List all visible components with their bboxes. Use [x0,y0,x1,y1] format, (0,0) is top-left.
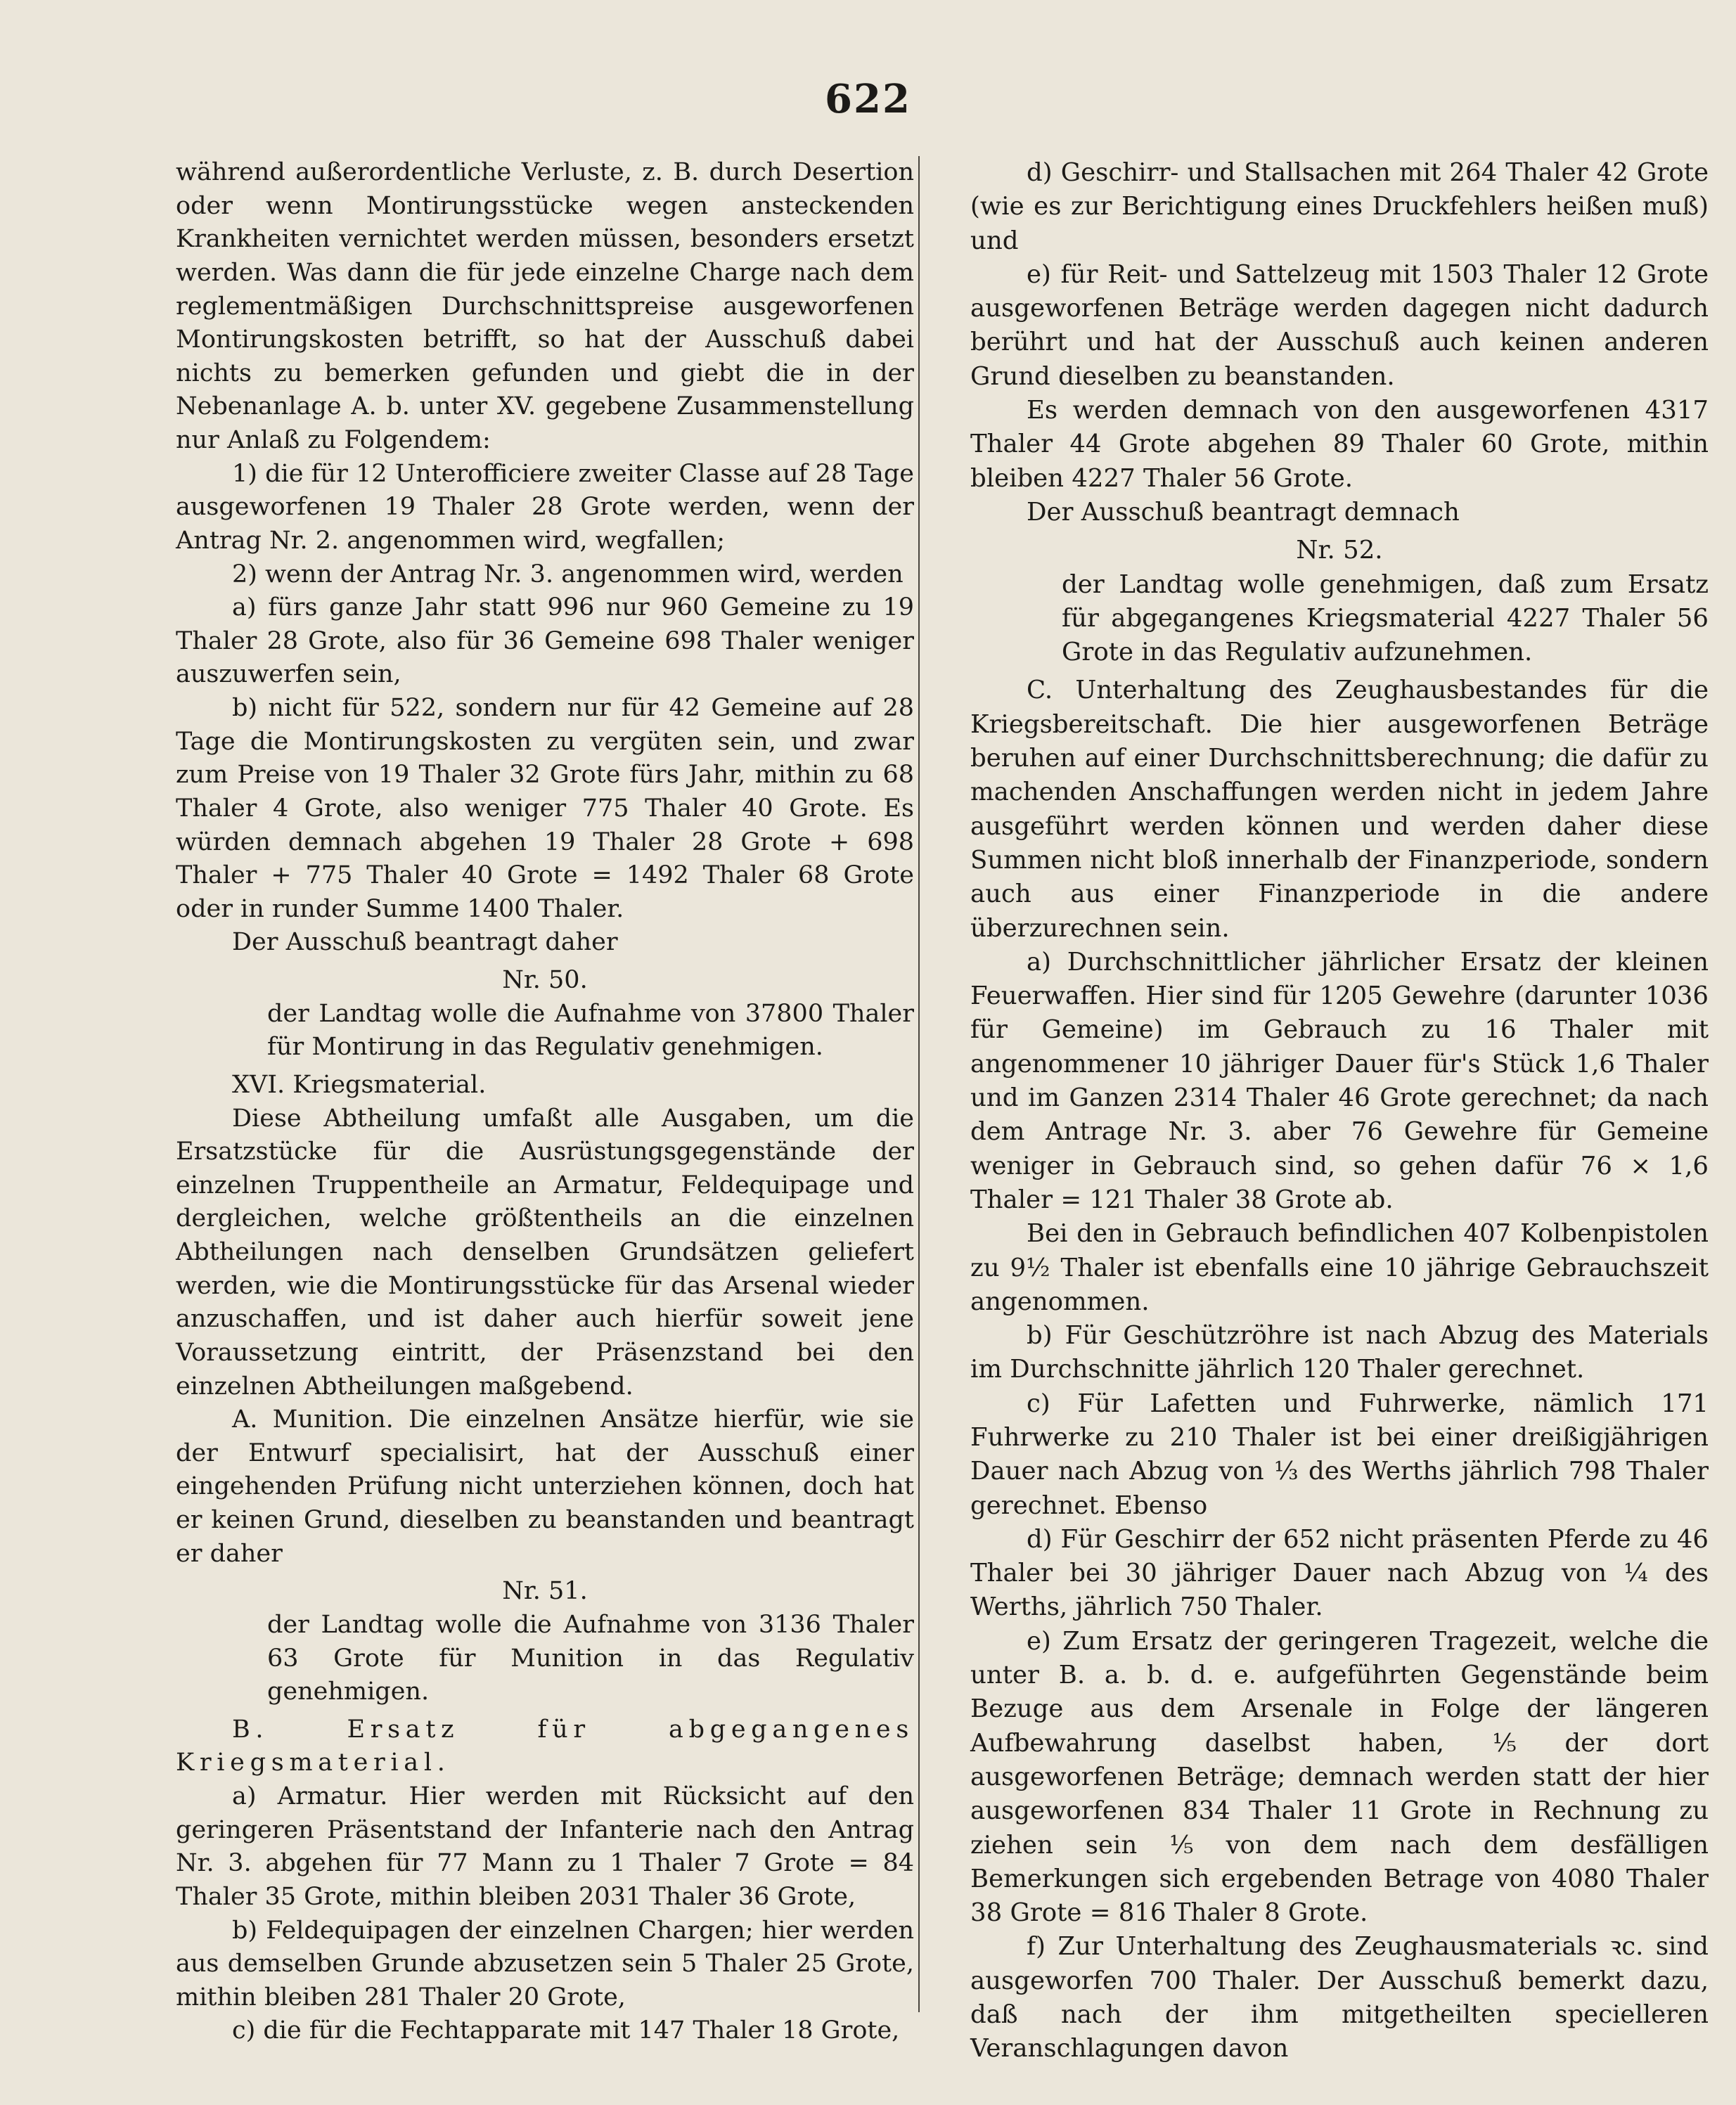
paragraph: Der Ausschuß beantragt daher [232,928,618,957]
list-item: d) Geschirr- und Stallsachen mit 264 Thaler 42 Grote (wie es zur Berichtigung eines Druckfehlers heißen muß) und [970,158,1709,255]
resolution-number: Nr. 51. [502,1577,588,1606]
paragraph: A. Munition. Die einzelnen Ansätze hierfür, wie sie der Entwurf specialisirt, hat der Ausschuß einer eingehenden Prüfung nicht unterziehen können, doch hat er keinen Grund, dieselben zu beanstanden und beantragt er daher [176,1405,914,1568]
paragraph: Diese Abtheilung umfaßt alle Ausgaben, um die Ersatzstücke für die Ausrüstungsgegenstände der einzelnen Truppentheile an Armatur, Feldequipage und dergleichen, welche größtentheils an die einzelnen Abtheilungen nach denselben Grundsätzen geliefert werden, wie die Montirungsstücke für das Arsenal wieder anzuschaffen, und ist daher auch hierfür soweit jene Voraussetzung eintritt, der Präsenzstand bei den einzelnen Abtheilungen maßgebend. [176,1104,914,1401]
list-item: a) Durchschnittlicher jährlicher Ersatz der kleinen Feuerwaffen. Hier sind für 1205 Gewehre (darunter 1036 für Gemeine) im Gebrauch zu 16 Thaler mit angenommener 10 jähriger Dauer für's Stück 1,6 Thaler und im Ganzen 2314 Thaler 46 Grote gerechnet; da nach dem Antrage Nr. 3. aber 76 Gewehre für Gemeine weniger in Gebrauch sind, so gehen dafür 76 × 1,6 Thaler = 121 Thaler 38 Grote ab. [970,947,1709,1214]
subsection-heading: B. Ersatz für abgegangenes Kriegsmaterial. [176,1715,914,1777]
list-item: c) die für die Fechtapparate mit 147 Thaler 18 Grote, [232,2016,900,2045]
list-item: 2) wenn der Antrag Nr. 3. angenommen wird, werden [232,560,904,588]
list-item: b) Feldequipagen der einzelnen Chargen; hier werden aus demselben Grunde abzusetzen sein 5 Thaler 25 Grote, mithin bleiben 281 Thaler 20 Grote, [176,1916,914,2011]
list-item: d) Für Geschirr der 652 nicht präsenten Pferde zu 46 Thaler bei 30 jähriger Dauer nach Abzug von ¼ des Werths, jährlich 750 Thaler. [970,1524,1709,1622]
paragraph: Der Ausschuß beantragt demnach [1027,497,1460,527]
right-column [970,156,1709,2066]
list-item: 1) die für 12 Unterofficiere zweiter Classe auf 28 Tage ausgeworfenen 19 Thaler 28 Grote werden, wenn der Antrag Nr. 2. angenommen wird, wegfallen; [176,459,914,555]
resolution-number: Nr. 52. [1296,536,1383,565]
list-item: b) Für Geschützröhre ist nach Abzug des Materials im Durchschnitte jährlich 120 Thaler gerechnet. [970,1321,1709,1384]
list-item: e) für Reit- und Sattelzeug mit 1503 Thaler 12 Grote ausgeworfenen Beträge werden dagegen nicht dadurch berührt und hat der Ausschuß auch keinen anderen Grund dieselben zu beanstanden. [970,259,1709,391]
paragraph: Bei den in Gebrauch befindlichen 407 Kolbenpistolen zu 9½ Thaler ist ebenfalls eine 10 jährige Gebrauchszeit angenommen. [970,1219,1709,1316]
paragraph: während außerordentliche Verluste, z. B. durch Desertion oder wenn Montirungsstücke wegen ansteckenden Krankheiten vernichtet werden müssen, besonders ersetzt werden. Was dann die für jede einzelne Charge nach dem reglementmäßigen Durchschnittspreise ausgeworfenen Montirungskosten betrifft, so hat der Ausschuß dabei nichts zu bemerken gefunden und giebt die in der Nebenanlage A. b. unter XV. gegebene Zusammenstellung nur Anlaß zu Folgendem: [176,158,914,454]
list-item: a) fürs ganze Jahr statt 996 nur 960 Gemeine zu 19 Thaler 28 Grote, also für 36 Gemeine 698 Thaler weniger auszuwerfen sein, [176,593,914,689]
list-item: b) nicht für 522, sondern nur für 42 Gemeine auf 28 Tage die Montirungskosten zu vergüten sein, und zwar zum Preise von 19 Thaler 32 Grote fürs Jahr, mithin zu 68 Thaler 4 Grote, also weniger 775 Thaler 40 Grote. Es würden demnach abgehen 19 Thaler 28 Grote + 698 Thaler + 775 Thaler 40 Grote = 1492 Thaler 68 Grote oder in runder Summe 1400 Thaler. [176,694,914,923]
list-item: c) Für Lafetten und Fuhrwerke, nämlich 171 Fuhrwerke zu 210 Thaler ist bei einer dreißigjährigen Dauer nach Abzug von ⅓ des Werths jährlich 798 Thaler gerechnet. Ebenso [970,1389,1709,1520]
list-item: f) Zur Unterhaltung des Zeughausmaterials ꝛc. sind ausgeworfen 700 Thaler. Der Ausschuß bemerkt dazu, daß nach der ihm mitgetheilten specielleren Veranschlagungen davon [970,1932,1709,2064]
resolution-text: der Landtag wolle die Aufnahme von 3136 Thaler 63 Grote für Munition in das Regulativ genehmigen. [267,1610,914,1706]
list-item: e) Zum Ersatz der geringeren Tragezeit, welche die unter B. a. b. d. e. aufgeführten Gegenstände beim Bezuge aus dem Arsenale in Folge der längeren Aufbewahrung daselbst haben, ⅕ der dort ausgeworfenen Beträge; demnach werden statt der hier ausgeworfenen 834 Thaler 11 Grote in Rechnung zu ziehen sein ⅕ von dem nach dem desfälligen Bemerkungen sich ergebenden Betrage von 4080 Thaler 38 Grote = 816 Thaler 8 Grote. [970,1626,1709,1928]
section-heading: XVI. Kriegsmaterial. [232,1070,487,1099]
page-number: 622 [825,76,911,122]
subsection-paragraph: C. Unterhaltung des Zeughausbestandes für die Kriegsbereitschaft. Die hier ausgeworfenen Beträge beruhen auf einer Durchschnittsberechnung; die dafür zu machenden Anschaffungen werden nicht in jedem Jahre ausgeführt werden können und werden daher diese Summen nicht bloß innerhalb der Finanzperiode, sondern auch aus einer Finanzperiode in die andere überzurechnen sein. [970,676,1709,943]
resolution-text: der Landtag wolle die Aufnahme von 37800 Thaler für Montirung in das Regulativ genehmigen. [267,999,914,1062]
left-column [176,156,914,2048]
resolution-number: Nr. 50. [502,966,588,994]
resolution-text: der Landtag wolle genehmigen, daß zum Ersatz für abgegangenes Kriegsmaterial 4227 Thaler 56 Grote in das Regulativ aufzunehmen. [1062,569,1709,667]
list-item: a) Armatur. Hier werden mit Rücksicht auf den geringeren Präsentstand der Infanterie nach den Antrag Nr. 3. abgehen für 77 Mann zu 1 Thaler 7 Grote = 84 Thaler 35 Grote, mithin bleiben 2031 Thaler 36 Grote, [176,1782,914,1911]
paragraph: Es werden demnach von den ausgeworfenen 4317 Thaler 44 Grote abgehen 89 Thaler 60 Grote, mithin bleiben 4227 Thaler 56 Grote. [970,396,1709,493]
column-divider [918,156,920,2012]
